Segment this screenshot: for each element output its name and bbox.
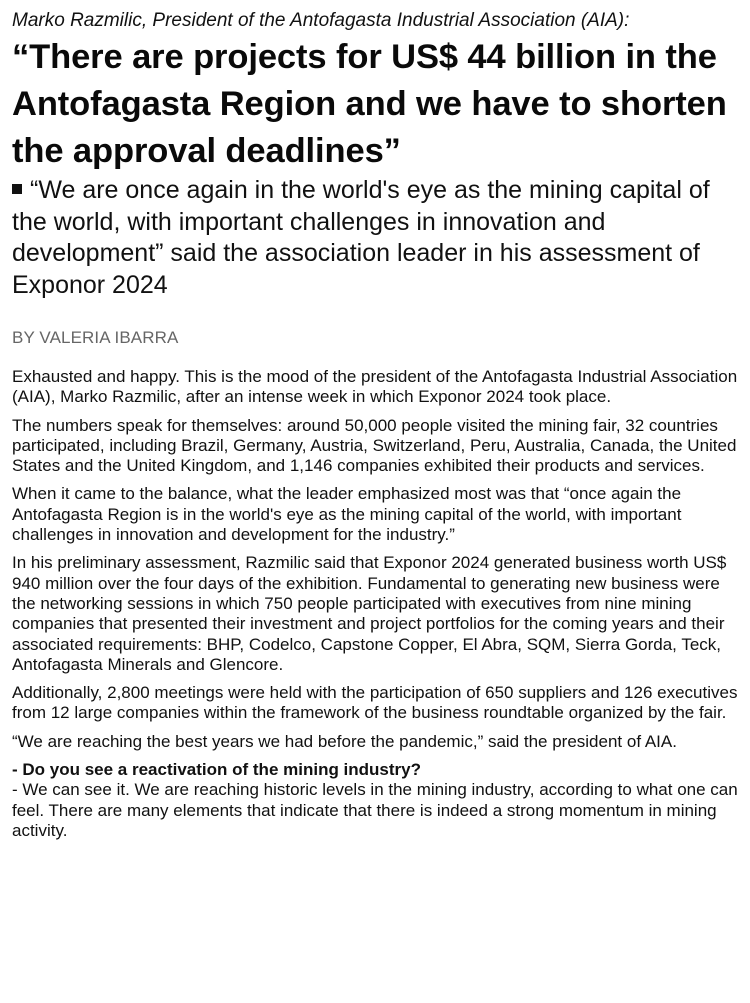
body-paragraph: Exhausted and happy. This is the mood of the president of the Antofagasta Industrial Association (AIA), Marko Razmilic, after an intense week in which Exponor 2024 took place. bbox=[12, 367, 738, 407]
interview-answer: - We can see it. We are reaching historic levels in the mining industry, according to what one can feel. There are many elements that indicate that there is indeed a strong momentum in mining activity. bbox=[12, 780, 738, 840]
article-headline: “There are projects for US$ 44 billion in the Antofagasta Region and we have to shorten the approval deadlines” bbox=[12, 38, 727, 170]
square-bullet-icon bbox=[12, 184, 22, 194]
article-subhead-text: “We are once again in the world's eye as the mining capital of the world, with important challenges in innovation and development” said the association leader in his assessment of Exponor 2024 bbox=[12, 176, 710, 299]
body-paragraph: Additionally, 2,800 meetings were held with the participation of 650 suppliers and 126 executives from 12 large companies within the framework of the business roundtable organized by the fair. bbox=[12, 683, 738, 723]
article-kicker: Marko Razmilic, President of the Antofagasta Industrial Association (AIA): bbox=[12, 10, 630, 31]
interview-question: - Do you see a reactivation of the mining industry? bbox=[12, 760, 422, 780]
article-body bbox=[12, 367, 738, 841]
article-subhead bbox=[12, 175, 738, 301]
body-paragraph: The numbers speak for themselves: around 50,000 people visited the mining fair, 32 countries participated, including Brazil, Germany, Austria, Switzerland, Peru, Australia, Canada, the United States and the United Kingdom, and 1,146 companies exhibited their products and services. bbox=[12, 415, 737, 476]
body-paragraph: “We are reaching the best years we had before the pandemic,” said the president of AIA. bbox=[12, 731, 677, 751]
body-paragraph: In his preliminary assessment, Razmilic said that Exponor 2024 generated business worth US$ 940 million over the four days of the exhibition. Fundamental to generating new business were the networking sessions in which 750 people participated with executives from nine mining companies that presented their investment and project portfolios for the coming years and their associated requirements: BHP, Codelco, Capstone Copper, El Abra, SQM, Sierra Gorda, Teck, Antofagasta Minerals and Glencore. bbox=[12, 553, 727, 674]
body-paragraph: When it came to the balance, what the leader emphasized most was that “once again the Antofagasta Region is in the world's eye as the mining capital of the world, with important challenges in innovation and development for the industry.” bbox=[12, 484, 682, 545]
article-byline: BY VALERIA IBARRA bbox=[12, 328, 179, 347]
